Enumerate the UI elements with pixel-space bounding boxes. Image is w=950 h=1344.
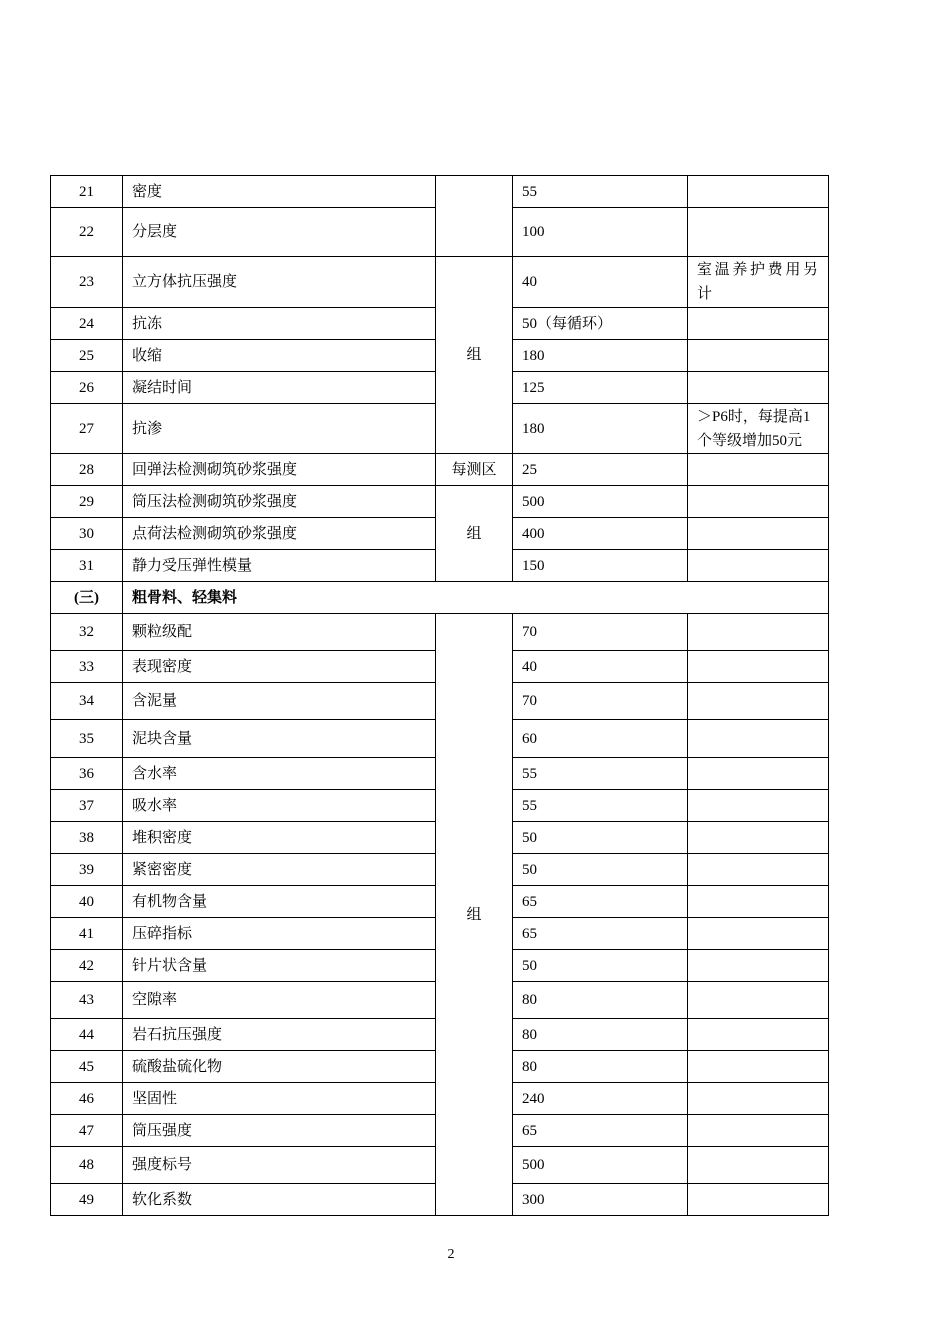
row-price: 80 <box>513 1051 688 1083</box>
section-header-row <box>51 582 829 614</box>
row-item: 压碎指标 <box>123 918 436 950</box>
row-note <box>688 683 829 720</box>
row-price: 70 <box>513 683 688 720</box>
row-number: 47 <box>51 1115 123 1147</box>
row-item: 吸水率 <box>123 790 436 822</box>
section-number: (三) <box>51 582 123 614</box>
row-number: 32 <box>51 614 123 651</box>
row-price: 500 <box>513 1147 688 1184</box>
row-note <box>688 208 829 257</box>
row-note <box>688 486 829 518</box>
row-number: 41 <box>51 918 123 950</box>
row-item: 紧密密度 <box>123 854 436 886</box>
row-price: 240 <box>513 1083 688 1115</box>
row-note <box>688 758 829 790</box>
row-item: 筒压强度 <box>123 1115 436 1147</box>
row-price: 180 <box>513 404 688 454</box>
row-number: 22 <box>51 208 123 257</box>
row-unit: 每测区 <box>436 454 513 486</box>
row-item: 含水率 <box>123 758 436 790</box>
page-number: 2 <box>447 1247 455 1262</box>
row-note <box>688 1115 829 1147</box>
row-number: 30 <box>51 518 123 550</box>
row-note <box>688 1083 829 1115</box>
row-number: 49 <box>51 1184 123 1216</box>
row-number: 36 <box>51 758 123 790</box>
row-number: 45 <box>51 1051 123 1083</box>
row-item: 立方体抗压强度 <box>123 257 436 308</box>
table-row <box>51 614 829 651</box>
row-number: 44 <box>51 1019 123 1051</box>
row-price: 60 <box>513 720 688 758</box>
row-price: 40 <box>513 257 688 308</box>
row-item: 静力受压弹性模量 <box>123 550 436 582</box>
row-number: 29 <box>51 486 123 518</box>
row-item: 筒压法检测砌筑砂浆强度 <box>123 486 436 518</box>
row-item: 密度 <box>123 176 436 208</box>
row-price: 100 <box>513 208 688 257</box>
row-price: 70 <box>513 614 688 651</box>
row-item: 泥块含量 <box>123 720 436 758</box>
row-number: 21 <box>51 176 123 208</box>
row-note <box>688 614 829 651</box>
row-number: 34 <box>51 683 123 720</box>
row-item: 含泥量 <box>123 683 436 720</box>
row-number: 46 <box>51 1083 123 1115</box>
row-number: 37 <box>51 790 123 822</box>
row-note <box>688 918 829 950</box>
row-number: 33 <box>51 651 123 683</box>
row-note <box>688 550 829 582</box>
row-item: 回弹法检测砌筑砂浆强度 <box>123 454 436 486</box>
row-item: 抗冻 <box>123 308 436 340</box>
row-unit: 组 <box>436 486 513 582</box>
row-number: 48 <box>51 1147 123 1184</box>
row-price: 55 <box>513 176 688 208</box>
row-note <box>688 454 829 486</box>
row-number: 27 <box>51 404 123 454</box>
row-note <box>688 854 829 886</box>
table-row <box>51 176 829 208</box>
row-price: 40 <box>513 651 688 683</box>
row-item: 坚固性 <box>123 1083 436 1115</box>
row-item: 强度标号 <box>123 1147 436 1184</box>
row-note <box>688 1051 829 1083</box>
row-note <box>688 1019 829 1051</box>
row-item: 针片状含量 <box>123 950 436 982</box>
row-price: 150 <box>513 550 688 582</box>
table-row <box>51 257 829 308</box>
row-note <box>688 1147 829 1184</box>
row-item: 空隙率 <box>123 982 436 1019</box>
row-note <box>688 340 829 372</box>
row-price: 25 <box>513 454 688 486</box>
row-note <box>688 651 829 683</box>
row-note <box>688 886 829 918</box>
row-price: 180 <box>513 340 688 372</box>
price-table <box>50 175 829 1216</box>
row-note <box>688 822 829 854</box>
row-price: 80 <box>513 1019 688 1051</box>
row-note <box>688 982 829 1019</box>
row-price: 125 <box>513 372 688 404</box>
row-item: 岩石抗压强度 <box>123 1019 436 1051</box>
row-note <box>688 372 829 404</box>
table-row <box>51 454 829 486</box>
row-item: 表现密度 <box>123 651 436 683</box>
section-title: 粗骨料、轻集料 <box>123 582 829 614</box>
row-note <box>688 950 829 982</box>
row-note <box>688 518 829 550</box>
row-price: 50 <box>513 822 688 854</box>
row-price: 300 <box>513 1184 688 1216</box>
row-unit: 组 <box>436 614 513 1216</box>
row-number: 23 <box>51 257 123 308</box>
row-number: 40 <box>51 886 123 918</box>
row-note <box>688 1184 829 1216</box>
row-price: 50 <box>513 854 688 886</box>
row-price: 500 <box>513 486 688 518</box>
row-number: 39 <box>51 854 123 886</box>
row-price: 400 <box>513 518 688 550</box>
row-number: 24 <box>51 308 123 340</box>
row-price: 80 <box>513 982 688 1019</box>
row-price: 55 <box>513 758 688 790</box>
row-item: 堆积密度 <box>123 822 436 854</box>
row-price: 55 <box>513 790 688 822</box>
row-item: 凝结时间 <box>123 372 436 404</box>
row-note: 室温养护费用另计 <box>688 257 829 308</box>
row-note <box>688 308 829 340</box>
row-item: 颗粒级配 <box>123 614 436 651</box>
row-price: 65 <box>513 1115 688 1147</box>
row-item: 有机物含量 <box>123 886 436 918</box>
row-note <box>688 720 829 758</box>
row-number: 28 <box>51 454 123 486</box>
row-price: 65 <box>513 886 688 918</box>
row-number: 26 <box>51 372 123 404</box>
row-unit <box>436 176 513 257</box>
row-note <box>688 790 829 822</box>
row-number: 38 <box>51 822 123 854</box>
row-item: 软化系数 <box>123 1184 436 1216</box>
row-number: 31 <box>51 550 123 582</box>
row-note <box>688 176 829 208</box>
row-number: 43 <box>51 982 123 1019</box>
row-price: 50（每循环） <box>513 308 688 340</box>
row-item: 分层度 <box>123 208 436 257</box>
row-item: 硫酸盐硫化物 <box>123 1051 436 1083</box>
row-unit: 组 <box>436 257 513 454</box>
row-number: 42 <box>51 950 123 982</box>
row-price: 50 <box>513 950 688 982</box>
row-price: 65 <box>513 918 688 950</box>
row-item: 抗渗 <box>123 404 436 454</box>
table-row <box>51 486 829 518</box>
row-number: 25 <box>51 340 123 372</box>
row-note: ＞P6时，每提高1个等级增加50元 <box>688 404 829 454</box>
row-item: 点荷法检测砌筑砂浆强度 <box>123 518 436 550</box>
row-item: 收缩 <box>123 340 436 372</box>
row-number: 35 <box>51 720 123 758</box>
